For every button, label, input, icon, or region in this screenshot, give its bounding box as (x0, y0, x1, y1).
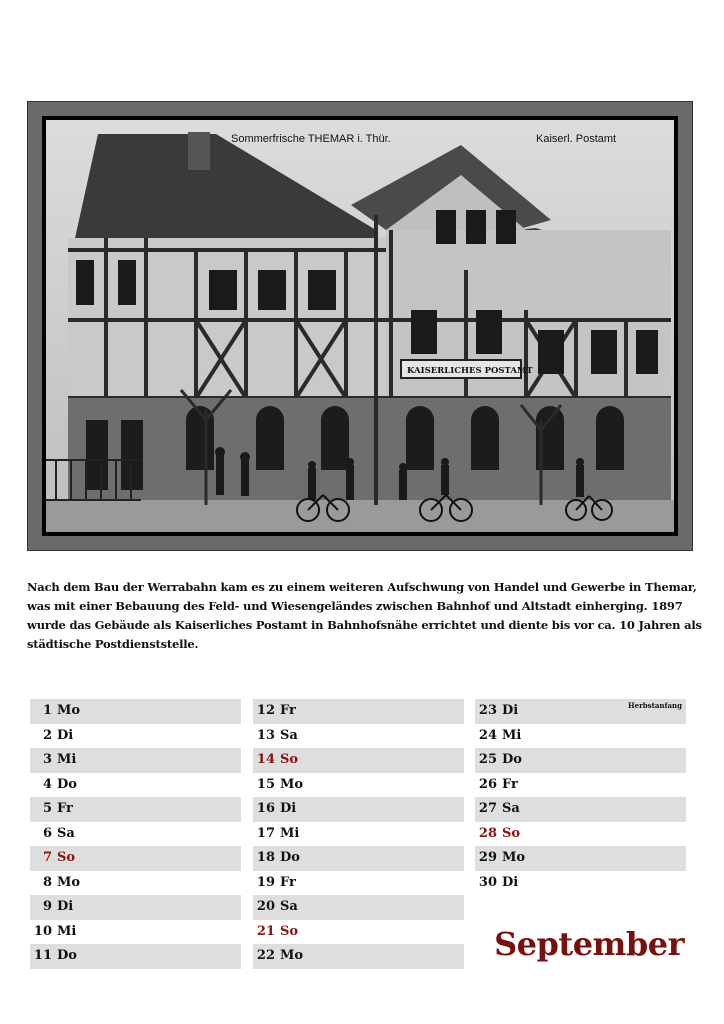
day-number: 14 (256, 752, 275, 767)
day-number: 12 (256, 703, 275, 718)
calendar-day-row (253, 871, 464, 896)
weekday-label: Fr (502, 776, 518, 792)
calendar-day-row (253, 846, 464, 871)
weekday-label: Di (502, 703, 519, 718)
day-number: 15 (256, 776, 275, 792)
calendar-day-row (253, 920, 464, 945)
month-title: September (494, 925, 684, 963)
calendar-column-2 (253, 699, 464, 969)
day-number: 17 (256, 825, 275, 841)
day-number: 9 (42, 899, 52, 914)
calendar-day-row (475, 748, 686, 773)
weekday-label: Di (502, 874, 519, 890)
day-number: 5 (42, 801, 52, 816)
day-number: 27 (478, 801, 497, 816)
day-number: 1 (42, 703, 52, 718)
calendar-day-row (30, 920, 241, 945)
calendar-day-row (30, 871, 241, 896)
weekday-label: Mo (280, 948, 304, 963)
calendar-day-row (253, 797, 464, 822)
calendar-day-row (475, 773, 686, 798)
day-number: 23 (478, 703, 497, 718)
calendar-day-row (475, 871, 686, 896)
calendar-day-row (30, 699, 241, 724)
day-number: 2 (42, 727, 52, 743)
photo-title-text: Sommerfrische THEMAR i. Thür. (231, 133, 391, 145)
calendar-day-row (30, 895, 241, 920)
day-number: 4 (42, 776, 52, 792)
calendar-day-row (253, 773, 464, 798)
weekday-label: Mi (57, 923, 77, 939)
day-number: 28 (478, 825, 497, 841)
calendar-day-row (253, 944, 464, 969)
day-number: 7 (42, 850, 52, 865)
weekday-label: Mo (502, 850, 526, 865)
photo-sign-text: KAISERLICHES POSTAMT (407, 366, 533, 376)
weekday-label: Mi (502, 727, 522, 743)
calendar-day-row (475, 846, 686, 871)
calendar-day-row (30, 773, 241, 798)
photo-subtitle-text: Kaiserl. Postamt (536, 133, 617, 145)
day-number: 10 (33, 923, 52, 939)
calendar-day-row (30, 944, 241, 969)
calendar-day-row (253, 748, 464, 773)
weekday-label: Sa (280, 727, 298, 743)
postamt-photo-illustration (46, 120, 674, 532)
weekday-label: So (57, 850, 76, 865)
day-number: 8 (42, 874, 52, 890)
weekday-label: Mo (57, 703, 81, 718)
day-number: 26 (478, 776, 497, 792)
calendar-day-row (253, 822, 464, 847)
day-number: 29 (478, 850, 497, 865)
weekday-label: Do (57, 776, 77, 792)
day-number: 24 (478, 727, 497, 743)
calendar-column-1 (30, 699, 241, 969)
calendar-day-row (475, 822, 686, 847)
weekday-label: Fr (280, 874, 296, 890)
day-number: 6 (42, 825, 52, 841)
weekday-label: Do (57, 948, 77, 963)
weekday-label: Mi (57, 752, 77, 767)
day-number: 20 (256, 899, 275, 914)
weekday-label: So (280, 752, 299, 767)
weekday-label: Fr (280, 703, 296, 718)
calendar-day-row (30, 846, 241, 871)
day-number: 11 (33, 948, 52, 963)
weekday-label: Di (280, 801, 297, 816)
weekday-label: So (502, 825, 521, 841)
weekday-label: Sa (502, 801, 520, 816)
calendar-day-row (253, 724, 464, 749)
weekday-label: Sa (280, 899, 298, 914)
weekday-label: Mi (280, 825, 300, 841)
day-number: 18 (256, 850, 275, 865)
calendar-day-row (30, 797, 241, 822)
weekday-label: Di (57, 899, 74, 914)
weekday-label: Fr (57, 801, 73, 816)
historic-photo (42, 116, 678, 536)
calendar-day-row (475, 724, 686, 749)
weekday-label: Do (280, 850, 300, 865)
day-number: 13 (256, 727, 275, 743)
day-number: 25 (478, 752, 497, 767)
day-number: 3 (42, 752, 52, 767)
calendar-column-3 (475, 699, 686, 895)
calendar-day-row (30, 748, 241, 773)
day-number: 22 (256, 948, 275, 963)
photo-caption: Nach dem Bau der Werrabahn kam es zu einem weiteren Aufschwung von Handel und Gewerbe in Themar, was mit einer Bebauung des Feld- und Wiesengeländes zwischen Bahnhof und Altstadt einherging. 1897 wurde das Gebäude als Kaiserliches Postamt in Bahnhofsnähe errichtet und diente bis vor ca. 10 Jahren als städtische Postdienststelle. (27, 580, 702, 651)
weekday-label: Mo (57, 874, 81, 890)
weekday-label: Mo (280, 776, 304, 792)
calendar-day-row (475, 797, 686, 822)
day-number: 30 (478, 874, 497, 890)
calendar-day-row (30, 822, 241, 847)
weekday-label: Di (57, 727, 74, 743)
day-number: 19 (256, 874, 275, 890)
calendar-day-row (253, 895, 464, 920)
weekday-label: Do (502, 752, 522, 767)
calendar-day-row (475, 699, 686, 724)
day-note: Herbstanfang (628, 701, 682, 710)
calendar-day-row (30, 724, 241, 749)
calendar-day-row (253, 699, 464, 724)
weekday-label: So (280, 923, 299, 939)
weekday-label: Sa (57, 825, 75, 841)
day-number: 21 (256, 923, 275, 939)
day-number: 16 (256, 801, 275, 816)
photo-frame (27, 101, 693, 551)
